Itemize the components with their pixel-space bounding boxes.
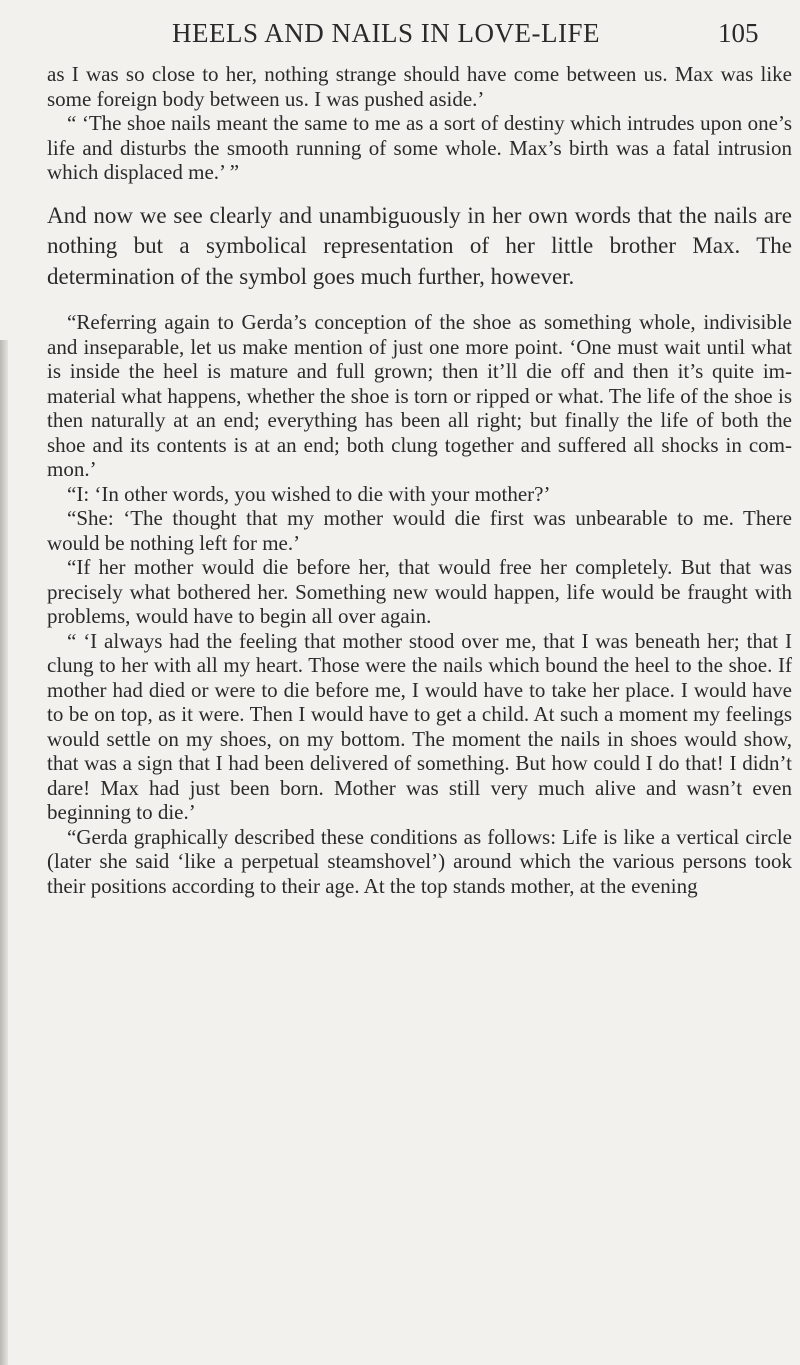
body-text (47, 62, 792, 898)
running-head-title: HEELS AND NAILS IN LOVE-LIFE (172, 18, 600, 48)
paragraph-feeling-mother: “ ‘I always had the feeling that mother stood over me, that I was beneath her; that I clung to her with all my heart. Those were the nails which bound the heel to the shoe. If mother had died or were to die before me, I would have to take her place. I would have to be on top, as it were. Then I would have to get a child. At such a moment my feelings would settle on my shoes, on my bottom. The moment the nails in shoes would show, that was a sign that I had been delivered of something. But how could I do that! I didn’t dare! Max had just been born. Mother was still very much alive and wasn’t even beginning to die.’ (47, 628, 792, 824)
paragraph-quote-shoe-nails: “ ‘The shoe nails meant the same to me as a sort of destiny which intrudes upon one’s life and disturbs the smooth running of some whole. Max’s birth was a fatal intrusion which displaced me.’ ” (47, 111, 792, 184)
paragraph-author-commentary: And now we see clearly and unambiguously in her own words that the nails are nothing but a symbolical representation of her little brother Max. The determination of the symbol goes much further, however. (47, 202, 792, 289)
page-gutter-shadow (0, 340, 8, 1365)
paragraph-dialogue-i: “I: ‘In other words, you wished to die with your mother?’ (67, 481, 551, 506)
paragraph-dialogue-she: “She: ‘The thought that my mother would die first was unbearable to me. There would be nothing left for me.’ (47, 506, 792, 555)
paragraph-referring-again: “Referring again to Gerda’s conception of the shoe as something whole, indivisible and inseparable, let us make mention of just one more point. ‘One must wait until what is inside the heel is mature and full grown; then it’ll die off and then it’s quite immaterial what happens, whether the shoe is torn or ripped or what. The life of the shoe is then naturally at an end; everything has been all right; but finally the life of both the shoe and its contents is at an end; both clung together and suffered all shocks in common.’ (47, 310, 792, 481)
paragraph-continuation: as I was so close to her, nothing strange should have come between us. Max was like some foreign body between us. I was pushed aside.’ (47, 62, 792, 111)
paragraph-mother-die: “If her mother would die before her, that would free her completely. But that was precisely what bothered her. Something new would happen, life would be fraught with problems, would have to begin all over again. (47, 555, 792, 628)
paragraph-vertical-circle: “Gerda graphically described these conditions as follows: Life is like a vertical circle (later she said ‘like a perpetual steamshovel’) around which the various persons took their positions according to their age. At the top stands mother, at the evening (47, 824, 792, 898)
page-number: 105 (718, 18, 759, 48)
